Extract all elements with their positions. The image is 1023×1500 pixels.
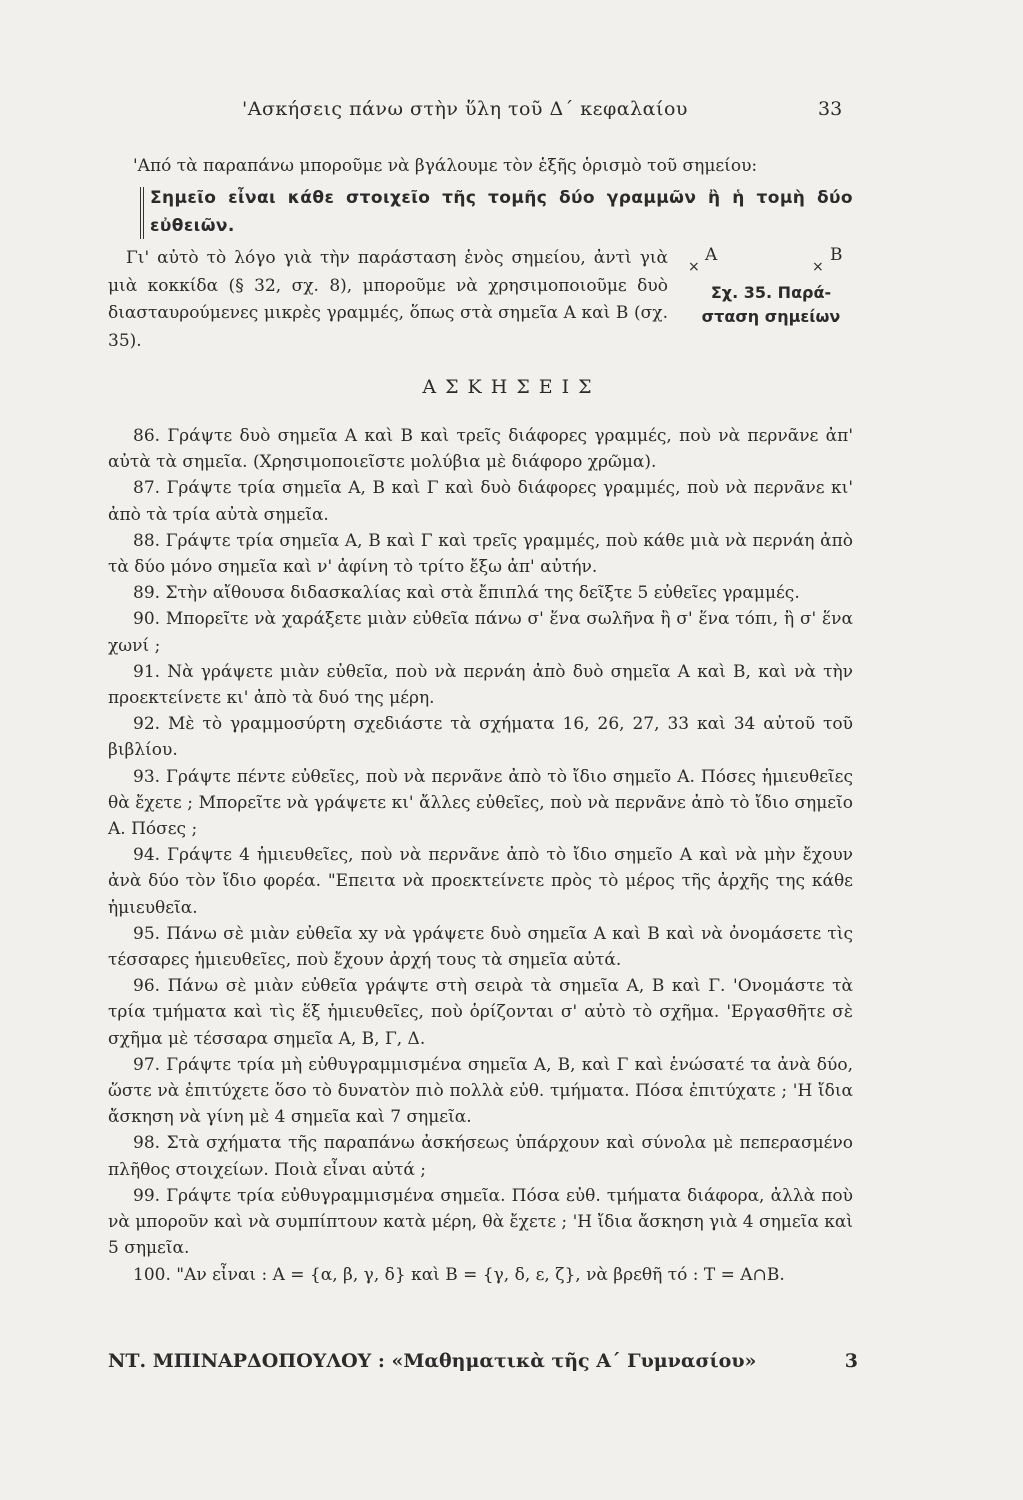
exercise-item — [108, 1052, 853, 1131]
exercise-number: 89. — [133, 583, 161, 604]
cross-mark-b: × — [812, 259, 824, 275]
exercise-item — [108, 973, 853, 1052]
exercise-number: 96. — [133, 976, 161, 997]
section-title: ΑΣΚΗΣΕΙΣ — [422, 376, 601, 398]
exercise-item — [108, 606, 853, 658]
exercise-number: 95. — [133, 923, 161, 944]
header-page-number: 33 — [818, 98, 843, 120]
definition-bar — [140, 187, 144, 239]
exercise-text: Μὲ τὸ γραμμοσύρτη σχεδιάστε τὰ σχήματα 16, 26, 27, 33 καὶ 34 αὐτοῦ τοῦ βιβλίου. — [108, 714, 853, 761]
footer-book-title: ΝΤ. ΜΠΙΝΑΡΔΟΠΟΥΛΟΥ : «Μαθηματικὰ τῆς Α΄ Γυμνασίου» — [108, 1350, 757, 1372]
exercise-number: 90. — [133, 609, 161, 630]
exercise-number: 99. — [133, 1185, 161, 1206]
exercise-text: Στὰ σχήματα τῆς παραπάνω ἀσκήσεως ὑπάρχουν καὶ σύνολα μὲ πεπερασμένο πλῆθος στοιχείων. Ποιὰ εἶναι αὐτά ; — [108, 1133, 853, 1180]
exercise-text: Στὴν αἴθουσα διδασκαλίας καὶ στὰ ἔπιπλά της δεῖξτε 5 εὐθεῖες γραμμές. — [165, 583, 800, 604]
exercise-text: "Αν εἶναι : Α = {α, β, γ, δ} καὶ Β = {γ, δ, ε, ζ}, νὰ βρεθῆ τό : Τ = Α∩Β. — [176, 1264, 785, 1285]
exercise-item — [108, 423, 853, 475]
exercise-item — [108, 1130, 853, 1182]
exercise-text: Γράψτε τρία εὐθυγραμμισμένα σημεῖα. Πόσα εὐθ. τμήματα διάφορα, ἀλλὰ ποὺ νὰ μποροῦν καὶ νὰ συμπίπτουν κατὰ μέρη, θὰ ἔχετε ; 'Η ἴδια ἄσκηση γιὰ 4 σημεῖα καὶ 5 σημεῖα. — [108, 1185, 853, 1259]
definition-text: Σημεῖο εἶναι κάθε στοιχεῖο τῆς τομῆς δύο γραμμῶν ἢ ἡ τομὴ δύο εὐθειῶν. — [150, 188, 853, 236]
figure-caption — [676, 281, 866, 329]
point-representation-paragraph: Γι' αὐτὸ τὸ λόγο γιὰ τὴν παράσταση ἑνὸς σημείου, ἀντὶ γιὰ μιὰ κοκκίδα (§ 32, σχ. 8), μποροῦμε νὰ χρησιμοποιοῦμε δυὸ διασταυρούμενες μικρὲς γραμμές, ὅπως στὰ σημεῖα Α καὶ Β (σχ. 35). — [108, 248, 668, 351]
exercise-number: 94. — [133, 845, 161, 866]
exercise-text: Νὰ γράψετε μιὰν εὐθεῖα, ποὺ νὰ περνάη ἀπὸ δυὸ σημεῖα Α καὶ Β, καὶ νὰ τὴν προεκτείνετε κι' ἀπὸ τὰ δυό της μέρη. — [108, 661, 854, 709]
exercise-item — [108, 528, 853, 580]
figure-caption-line-2: σταση σημείων — [701, 307, 841, 326]
exercise-number: 93. — [133, 766, 161, 787]
intro-sentence: 'Από τὰ παραπάνω μποροῦμε νὰ βγάλουμε τὸν ἑξῆς ὁρισμὸ τοῦ σημείου: — [133, 156, 758, 176]
exercise-number: 87. — [133, 478, 161, 499]
cross-mark-a: × — [688, 259, 700, 275]
exercise-item — [108, 659, 853, 711]
footer-signature-number: 3 — [844, 1350, 858, 1372]
header-title: 'Ασκήσεις πάνω στὴν ὕλη τοῦ Δ΄ κεφαλαίου — [242, 98, 688, 120]
exercise-item — [108, 1262, 853, 1288]
exercise-number: 98. — [133, 1133, 161, 1154]
figure-caption-line-1: Σχ. 35. Παρά- — [710, 283, 832, 302]
exercise-item — [108, 580, 853, 606]
exercise-number: 97. — [133, 1054, 161, 1075]
exercise-text: Μπορεῖτε νὰ χαράξετε μιὰν εὐθεῖα πάνω σ' ἕνα σωλῆνα ἢ σ' ἕνα τόπι, ἢ σ' ἕνα χωνί ; — [108, 609, 853, 656]
exercise-text: Γράψτε πέντε εὐθεῖες, ποὺ νὰ περνᾶνε ἀπὸ τὸ ἴδιο σημεῖο Α. Πόσες ἡμιευθεῖες θὰ ἔχετε ; Μπορεῖτε νὰ γράψετε κι' ἄλλες εὐθεῖες, ποὺ νὰ περνᾶνε ἀπὸ τὸ ἴδιο σημεῖο Α. Πόσες ; — [108, 766, 853, 840]
exercise-text: Γράψτε τρία σημεῖα Α, Β καὶ Γ καὶ τρεῖς γραμμές, ποὺ κάθε μιὰ νὰ περνάη ἀπὸ τὰ δύο μόνο σημεῖα καὶ ν' ἀφίνη τὸ τρίτο ἔξω ἀπ' αὐτήν. — [108, 530, 853, 578]
exercise-text: Γράψτε 4 ἡμιευθεῖες, ποὺ νὰ περνᾶνε ἀπὸ τὸ ἴδιο σημεῖο Α καὶ νὰ μὴν ἔχουν ἀνὰ δύο τὸν ἴδιο φορέα. "Επειτα νὰ προεκτείνετε πρὸς τὸ μέρος τῆς ἀρχῆς της κάθε ἡμιευθεῖα. — [108, 845, 853, 918]
running-header — [0, 98, 1023, 128]
exercise-text: Γράψτε τρία σημεῖα Α, Β καὶ Γ καὶ δυὸ διάφορες γραμμές, ποὺ νὰ περνᾶνε κι' ἀπὸ τὰ τρία αὐτὰ σημεῖα. — [108, 478, 853, 525]
exercise-item — [108, 764, 853, 843]
exercise-item — [108, 711, 853, 763]
point-label-b: Β — [830, 245, 843, 265]
exercise-text: Πάνω σὲ μιὰν εὐθεῖα γράψτε στὴ σειρὰ τὰ σημεῖα Α, Β καὶ Γ. 'Ονομάστε τὰ τρία τμήματα καὶ τὶς ἕξ ἡμιευθεῖες, ποὺ ὁρίζονται σ' αὐτὸ τὸ σχῆμα. 'Εργασθῆτε σὲ σχῆμα μὲ τέσσαρα σημεῖα Α, Β, Γ, Δ. — [108, 976, 854, 1049]
exercise-item — [108, 921, 853, 973]
exercise-number: 86. — [133, 426, 161, 446]
exercise-number: 88. — [133, 530, 161, 551]
exercise-item — [108, 1183, 853, 1262]
exercise-number: 92. — [133, 714, 161, 735]
exercise-list — [108, 423, 853, 1288]
exercise-number: 100. — [133, 1264, 171, 1285]
point-label-a: Α — [705, 245, 718, 265]
exercise-text: Πάνω σὲ μιὰν εὐθεῖα xy νὰ γράψετε δυὸ σημεῖα Α καὶ Β καὶ νὰ ὀνομάσετε τὶς τέσσαρες ἡμιευθεῖες, ποὺ ἔχουν ἀρχή τους τὰ σημεῖα αὐτά. — [108, 923, 854, 971]
exercise-item — [108, 842, 853, 921]
exercise-item — [108, 475, 853, 527]
exercise-text: Γράψτε δυὸ σημεῖα Α καὶ Β καὶ τρεῖς διάφορες γραμμές, ποὺ νὰ περνᾶνε ἀπ' αὐτὰ τὰ σημεῖα. (Χρησιμοποιεῖστε μολύβια μὲ διάφορο χρῶμα). — [108, 426, 853, 473]
footer — [108, 1350, 858, 1372]
exercise-number: 91. — [133, 661, 161, 682]
exercise-text: Γράψτε τρία μὴ εὐθυγραμμισμένα σημεῖα Α, Β, καὶ Γ καὶ ἑνώσατέ τα ἀνὰ δύο, ὥστε νὰ ἐπιτύχετε ὅσο τὸ δυνατὸν πιὸ πολλὰ εὐθ. τμήματα. Πόσα ἐπιτύχατε ; 'Η ἴδια ἄσκηση νὰ γίνη μὲ 4 σημεῖα καὶ 7 σημεῖα. — [108, 1054, 853, 1128]
